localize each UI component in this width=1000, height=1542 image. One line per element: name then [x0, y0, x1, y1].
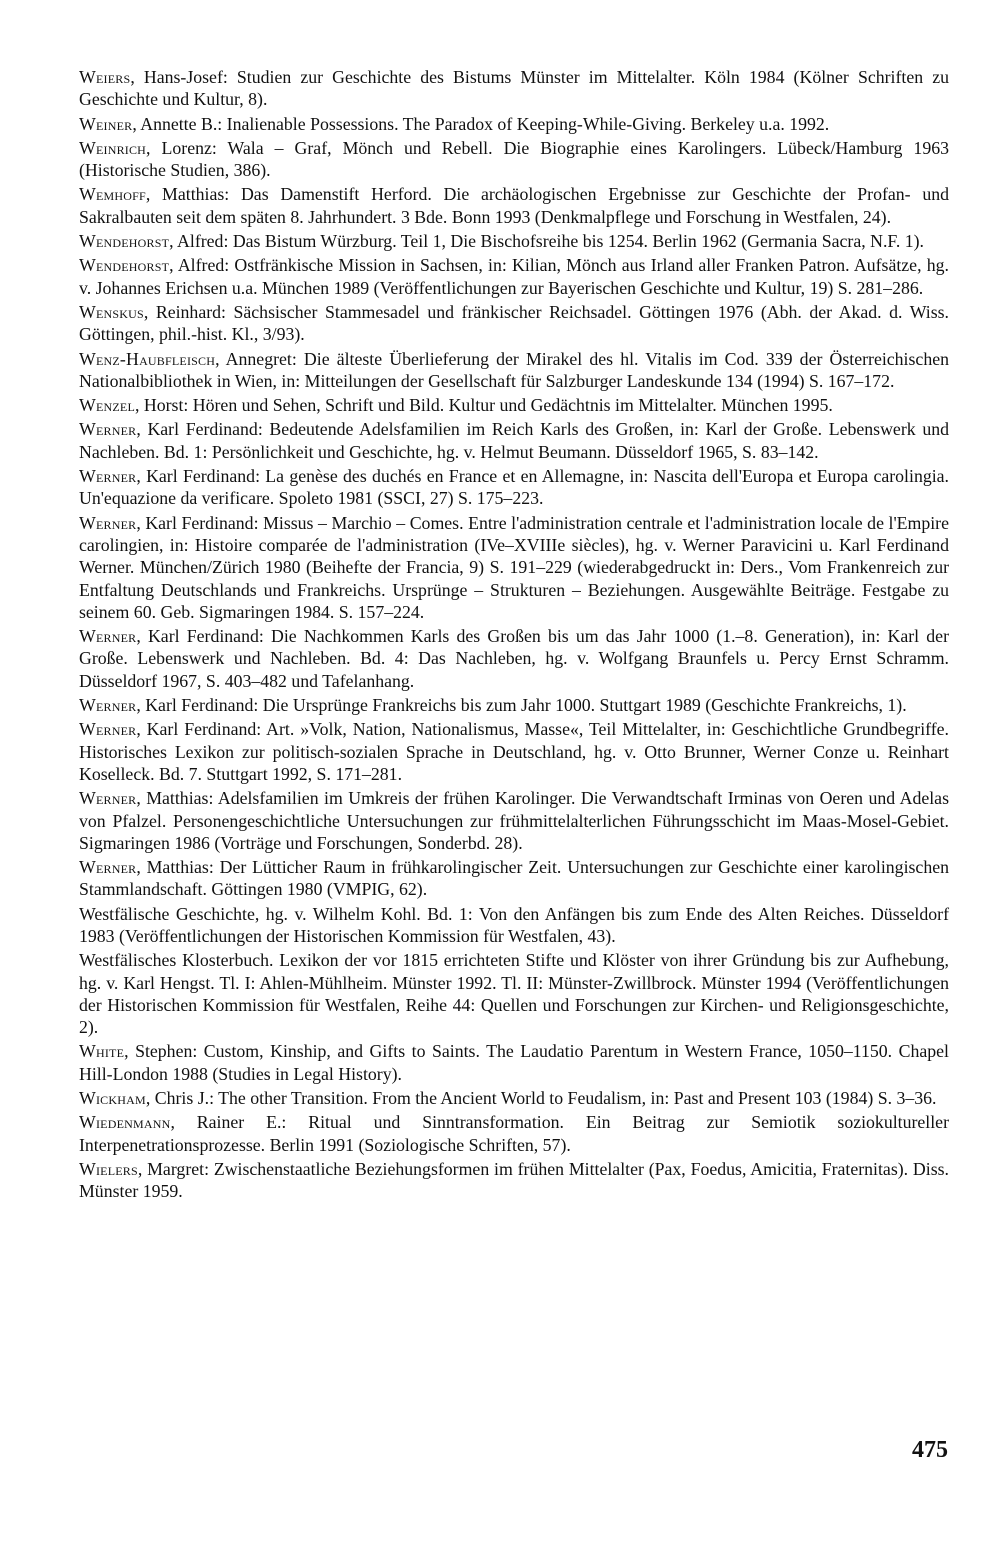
entry-text: , Annette B.: Inalienable Possessions. The Paradox of Keeping-While-Giving. Berkeley u.a. 1992. [132, 113, 830, 134]
page-number: 475 [912, 1437, 948, 1463]
bibliography-entry [79, 230, 949, 252]
entry-text: , Lorenz: Wala – Graf, Mönch und Rebell. Die Biographie eines Karolingers. Lübeck/Hamburg 1963 (Historische Studien, 386). [79, 137, 949, 181]
entry-text: , Karl Ferdinand: Missus – Marchio – Comes. Entre l'administration centrale et l'administration locale de l'Empire carolingien, in: Histoire comparée de l'administration (IVe–XVIIIe siècles), hg. v. Werner Paravicini u. Karl Ferdinand Werner. München/Zürich 1980 (Beihefte der Francia, 9) S. 191–229 (wiederabgedruckt in: Ders., Vom Frankenreich zur Entfaltung Deutschlands und Frankreichs. Ursprünge – Strukturen – Beziehungen. Ausgewählte Beiträge. Festgabe zu seinem 60. Geb. Sigmaringen 1984. S. 157–224. [79, 512, 949, 622]
bibliography-entry [79, 625, 949, 692]
entry-author: Wiedenmann [79, 1112, 171, 1133]
entry-text: , Rainer E.: Ritual und Sinntransformation. Ein Beitrag zur Semiotik soziokultureller Interpenetrationsprozesse. Berlin 1991 (Soziologische Schriften, 57). [79, 1112, 949, 1155]
entry-author: Weinrich [79, 137, 147, 158]
entry-text: , Chris J.: The other Transition. From the Ancient World to Feudalism, in: Past and Present 103 (1984) S. 3–36. [145, 1088, 937, 1109]
bibliography-list [79, 66, 949, 1205]
entry-text: , Karl Ferdinand: Bedeutende Adelsfamilien im Reich Karls des Großen, in: Karl der Große. Lebenswerk und Nachleben. Bd. 1: Persönlichkeit und Geschichte, hg. v. Helmut Beumann. Düsseldorf 1965, S. 83–142. [79, 419, 949, 462]
entry-author: Werner [79, 626, 137, 647]
bibliography-entry [79, 718, 949, 785]
bibliography-entry [79, 949, 949, 1038]
bibliography-entry [79, 348, 949, 393]
bibliography-entry [79, 1087, 949, 1109]
bibliography-entry [79, 1111, 949, 1156]
entry-author: Wenzel [79, 395, 135, 416]
entry-author: Wenz-Haubfleisch [79, 348, 216, 369]
bibliography-entry [79, 394, 949, 416]
entry-author: Werner [79, 419, 137, 440]
bibliography-entry [79, 137, 949, 182]
bibliography-entry [79, 856, 949, 901]
bibliography-entry [79, 254, 949, 299]
entry-text: , Margret: Zwischenstaatliche Beziehungsformen im frühen Mittelalter (Pax, Foedus, Amicitia, Fraternitas). Diss. Münster 1959. [79, 1158, 949, 1202]
entry-author: Werner [79, 512, 137, 533]
entry-author: White [79, 1041, 125, 1062]
entry-author: Wielers [79, 1158, 138, 1179]
bibliography-entry [79, 301, 949, 346]
bibliography-entry [79, 694, 949, 716]
entry-author: Weiner [79, 113, 133, 134]
entry-text: , Annegret: Die älteste Überlieferung der Mirakel des hl. Vitalis im Cod. 339 der Österreichischen Nationalbibliothek in Wien, in: Mitteilungen der Gesellschaft für Salzburger Landeskunde 134 (1994) S. 167–172. [79, 348, 949, 391]
entry-author: Wenskus [79, 301, 144, 322]
entry-text: , Horst: Hören und Sehen, Schrift und Bild. Kultur und Gedächtnis im Mittelalter. München 1995. [134, 395, 833, 416]
entry-text: , Hans-Josef: Studien zur Geschichte des Bistums Münster im Mittelalter. Köln 1984 (Kölner Schriften zu Geschichte und Kultur, 8). [79, 67, 949, 110]
entry-text: , Karl Ferdinand: Die Ursprünge Frankreichs bis zum Jahr 1000. Stuttgart 1989 (Geschichte Frankreichs, 1). [136, 695, 907, 716]
bibliography-entry [79, 66, 949, 111]
bibliography-entry [79, 113, 949, 135]
entry-author: Wemhoff [79, 184, 146, 205]
entry-author: Werner [79, 466, 137, 487]
entry-text: , Matthias: Das Damenstift Herford. Die archäologischen Ergebnisse zur Geschichte der Profan- und Sakralbauten seit dem späten 8. Jahrhundert. 3 Bde. Bonn 1993 (Denkmalpflege und Forschung in Westfalen, 24). [79, 184, 949, 227]
entry-text: , Karl Ferdinand: Die Nachkommen Karls des Großen bis um das Jahr 1000 (1.–8. Generation), in: Karl der Große. Lebenswerk und Nachleben. Bd. 4: Das Nachleben, hg. v. Wolfgang Braunfels u. Percy Ernst Schramm. Düsseldorf 1967, S. 403–482 und Tafelanhang. [79, 626, 949, 691]
entry-text: Westfälisches Klosterbuch. Lexikon der vor 1815 errichteten Stifte und Klöster von ihrer Gründung bis zur Aufhebung, hg. v. Karl Hengst. Tl. I: Ahlen-Mühlheim. Münster 1992. Tl. II: Münster-Zwillbrock. Münster 1994 (Veröffentlichungen der Historischen Kommission für Westfalen, Reihe 44: Quellen und Forschungen zur Kirchen- und Religionsgeschichte, 2). [79, 950, 949, 1038]
entry-author: Wendehorst [79, 231, 170, 252]
entry-text: , Matthias: Adelsfamilien im Umkreis der frühen Karolinger. Die Verwandtschaft Irminas von Oeren und Adelas von Pfalzel. Personengeschichtliche Untersuchungen zur frühmittelalterlichen Führungsschicht im Maas-Mosel-Gebiet. Sigmaringen 1986 (Vorträge und Forschungen, Sonderbd. 28). [79, 788, 949, 853]
bibliography-entry [79, 418, 949, 463]
entry-text: , Alfred: Ostfränkische Mission in Sachsen, in: Kilian, Mönch aus Irland aller Franken Patron. Aufsätze, hg. v. Johannes Erichsen u.a. München 1989 (Veröffentlichungen zur Bayerischen Geschichte und Kultur, 19) S. 281–286. [79, 255, 949, 298]
entry-author: Weiers [79, 67, 131, 87]
bibliography-entry [79, 465, 949, 510]
entry-text: , Reinhard: Sächsischer Stammesadel und fränkischer Reichsadel. Göttingen 1976 (Abh. der Akad. d. Wiss. Göttingen, phil.-hist. Kl., 3/93). [79, 301, 949, 345]
entry-text: , Karl Ferdinand: La genèse des duchés en France et en Allemagne, in: Nascita dell'Europa et Europa carolingia. Un'equazione da verificare. Spoleto 1981 (SSCI, 27) S. 175–223. [79, 466, 949, 509]
bibliography-entry [79, 1158, 949, 1203]
bibliography-entry [79, 787, 949, 854]
bibliography-entry [79, 1040, 949, 1085]
entry-text: , Stephen: Custom, Kinship, and Gifts to Saints. The Laudatio Parentum in Western France, 1050–1150. Chapel Hill-London 1988 (Studies in Legal History). [79, 1041, 949, 1084]
entry-text: Westfälische Geschichte, hg. v. Wilhelm Kohl. Bd. 1: Von den Anfängen bis zum Ende des Alten Reiches. Düsseldorf 1983 (Veröffentlichungen der Historischen Kommission für Westfalen, 43). [79, 903, 949, 946]
entry-author: Werner [79, 719, 137, 740]
entry-author: Werner [79, 857, 137, 878]
entry-author: Wendehorst [79, 255, 170, 276]
entry-text: , Matthias: Der Lütticher Raum in frühkarolingischer Zeit. Untersuchungen zur Geschichte einer karolingischen Stammlandschaft. Göttingen 1980 (VMPIG, 62). [79, 857, 949, 900]
entry-author: Werner [79, 788, 137, 809]
bibliography-entry [79, 183, 949, 228]
bibliography-entry [79, 903, 949, 948]
bibliography-entry [79, 512, 949, 623]
entry-text: , Alfred: Das Bistum Würzburg. Teil 1, Die Bischofsreihe bis 1254. Berlin 1962 (Germania Sacra, N.F. 1). [169, 231, 925, 252]
entry-author: Werner [79, 695, 137, 716]
entry-text: , Karl Ferdinand: Art. »Volk, Nation, Nationalismus, Masse«, Teil Mittelalter, in: Geschichtliche Grundbegriffe. Historisches Lexikon zur politisch-sozialen Sprache in Deutschland, hg. v. Otto Brunner, Werner Conze u. Reinhart Koselleck. Bd. 7. Stuttgart 1992, S. 171–281. [79, 719, 949, 784]
entry-author: Wickham [79, 1088, 146, 1109]
